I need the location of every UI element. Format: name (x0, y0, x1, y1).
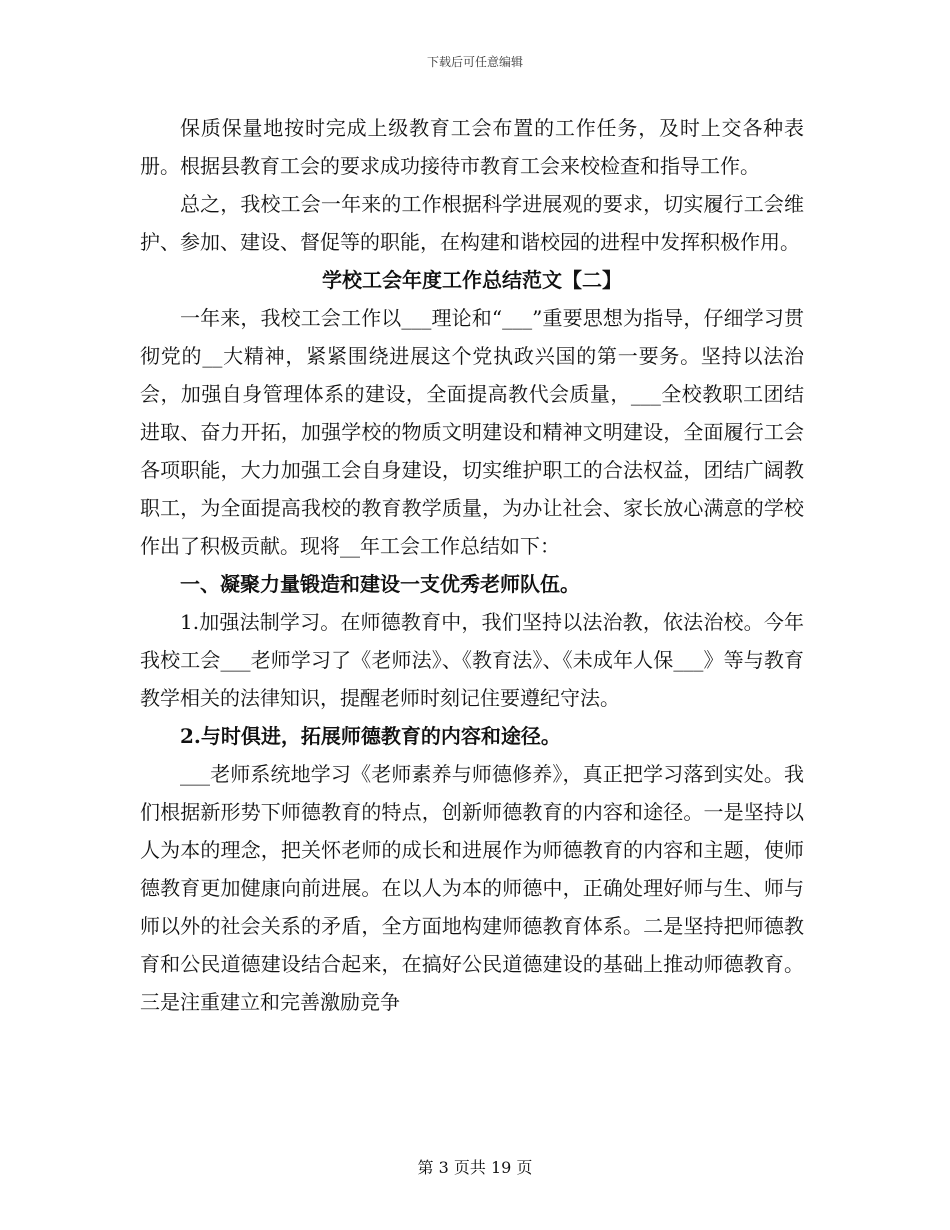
page-number: 第 3 页共 19 页 (417, 1158, 533, 1177)
paragraph: 总之，我校工会一年来的工作根据科学进展观的要求，切实履行工会维护、参加、建设、督促等的职能，在构建和谐校园的进程中发挥积极作用。 (140, 192, 804, 254)
paragraph: 保质保量地按时完成上级教育工会布置的工作任务，及时上交各种表册。根据县教育工会的要求成功接待市教育工会来校检查和指导工作。 (140, 116, 804, 178)
section-title: 学校工会年度工作总结范文【二】 (322, 268, 622, 292)
paragraph: ___老师系统地学习《老师素养与师德修养》，真正把学习落到实处。我们根据新形势下师德教育的特点，创新师德教育的内容和途径。一是坚持以人为本的理念，把关怀老师的成长和进展作为师德教育的内容和主题，使师德教育更加健康向前进展。在以人为本的师德中，正确处理好师与生、师与师以外的社会关系的矛盾，全方面地构建师德教育体系。二是坚持把师德教育和公民道德建设结合起来，在搞好公民道德建设的基础上推动师德教育。三是注重建立和完善激励竞争 (140, 762, 804, 1014)
section-heading: 一、凝聚力量锻造和建设一支优秀老师队伍。 (180, 572, 580, 596)
document-body (140, 109, 804, 1021)
subsection-heading: 2.与时俱进，拓展师德教育的内容和途径。 (180, 724, 561, 748)
page-header-note: 下载后可任意编辑 (426, 55, 523, 69)
paragraph: 1.加强法制学习。在师德教育中，我们坚持以法治教，依法治校。今年我校工会___老师学习了《老师法》、《教育法》、《未成年人保___》等与教育教学相关的法律知识，提醒老师时刻记住要遵纪守法。 (140, 610, 804, 710)
paragraph: 一年来，我校工会工作以___理论和“___”重要思想为指导，仔细学习贯彻党的__大精神，紧紧围绕进展这个党执政兴国的第一要务。坚持以法治会，加强自身管理体系的建设，全面提高教代会质量，___全校教职工团结进取、奋力开拓，加强学校的物质文明建设和精神文明建设，全面履行工会各项职能，大力加强工会自身建设，切实维护职工的合法权益，团结广阔教职工，为全面提高我校的教育教学质量，为办让社会、家长放心满意的学校作出了积极贡献。现将__年工会工作总结如下： (140, 306, 804, 558)
